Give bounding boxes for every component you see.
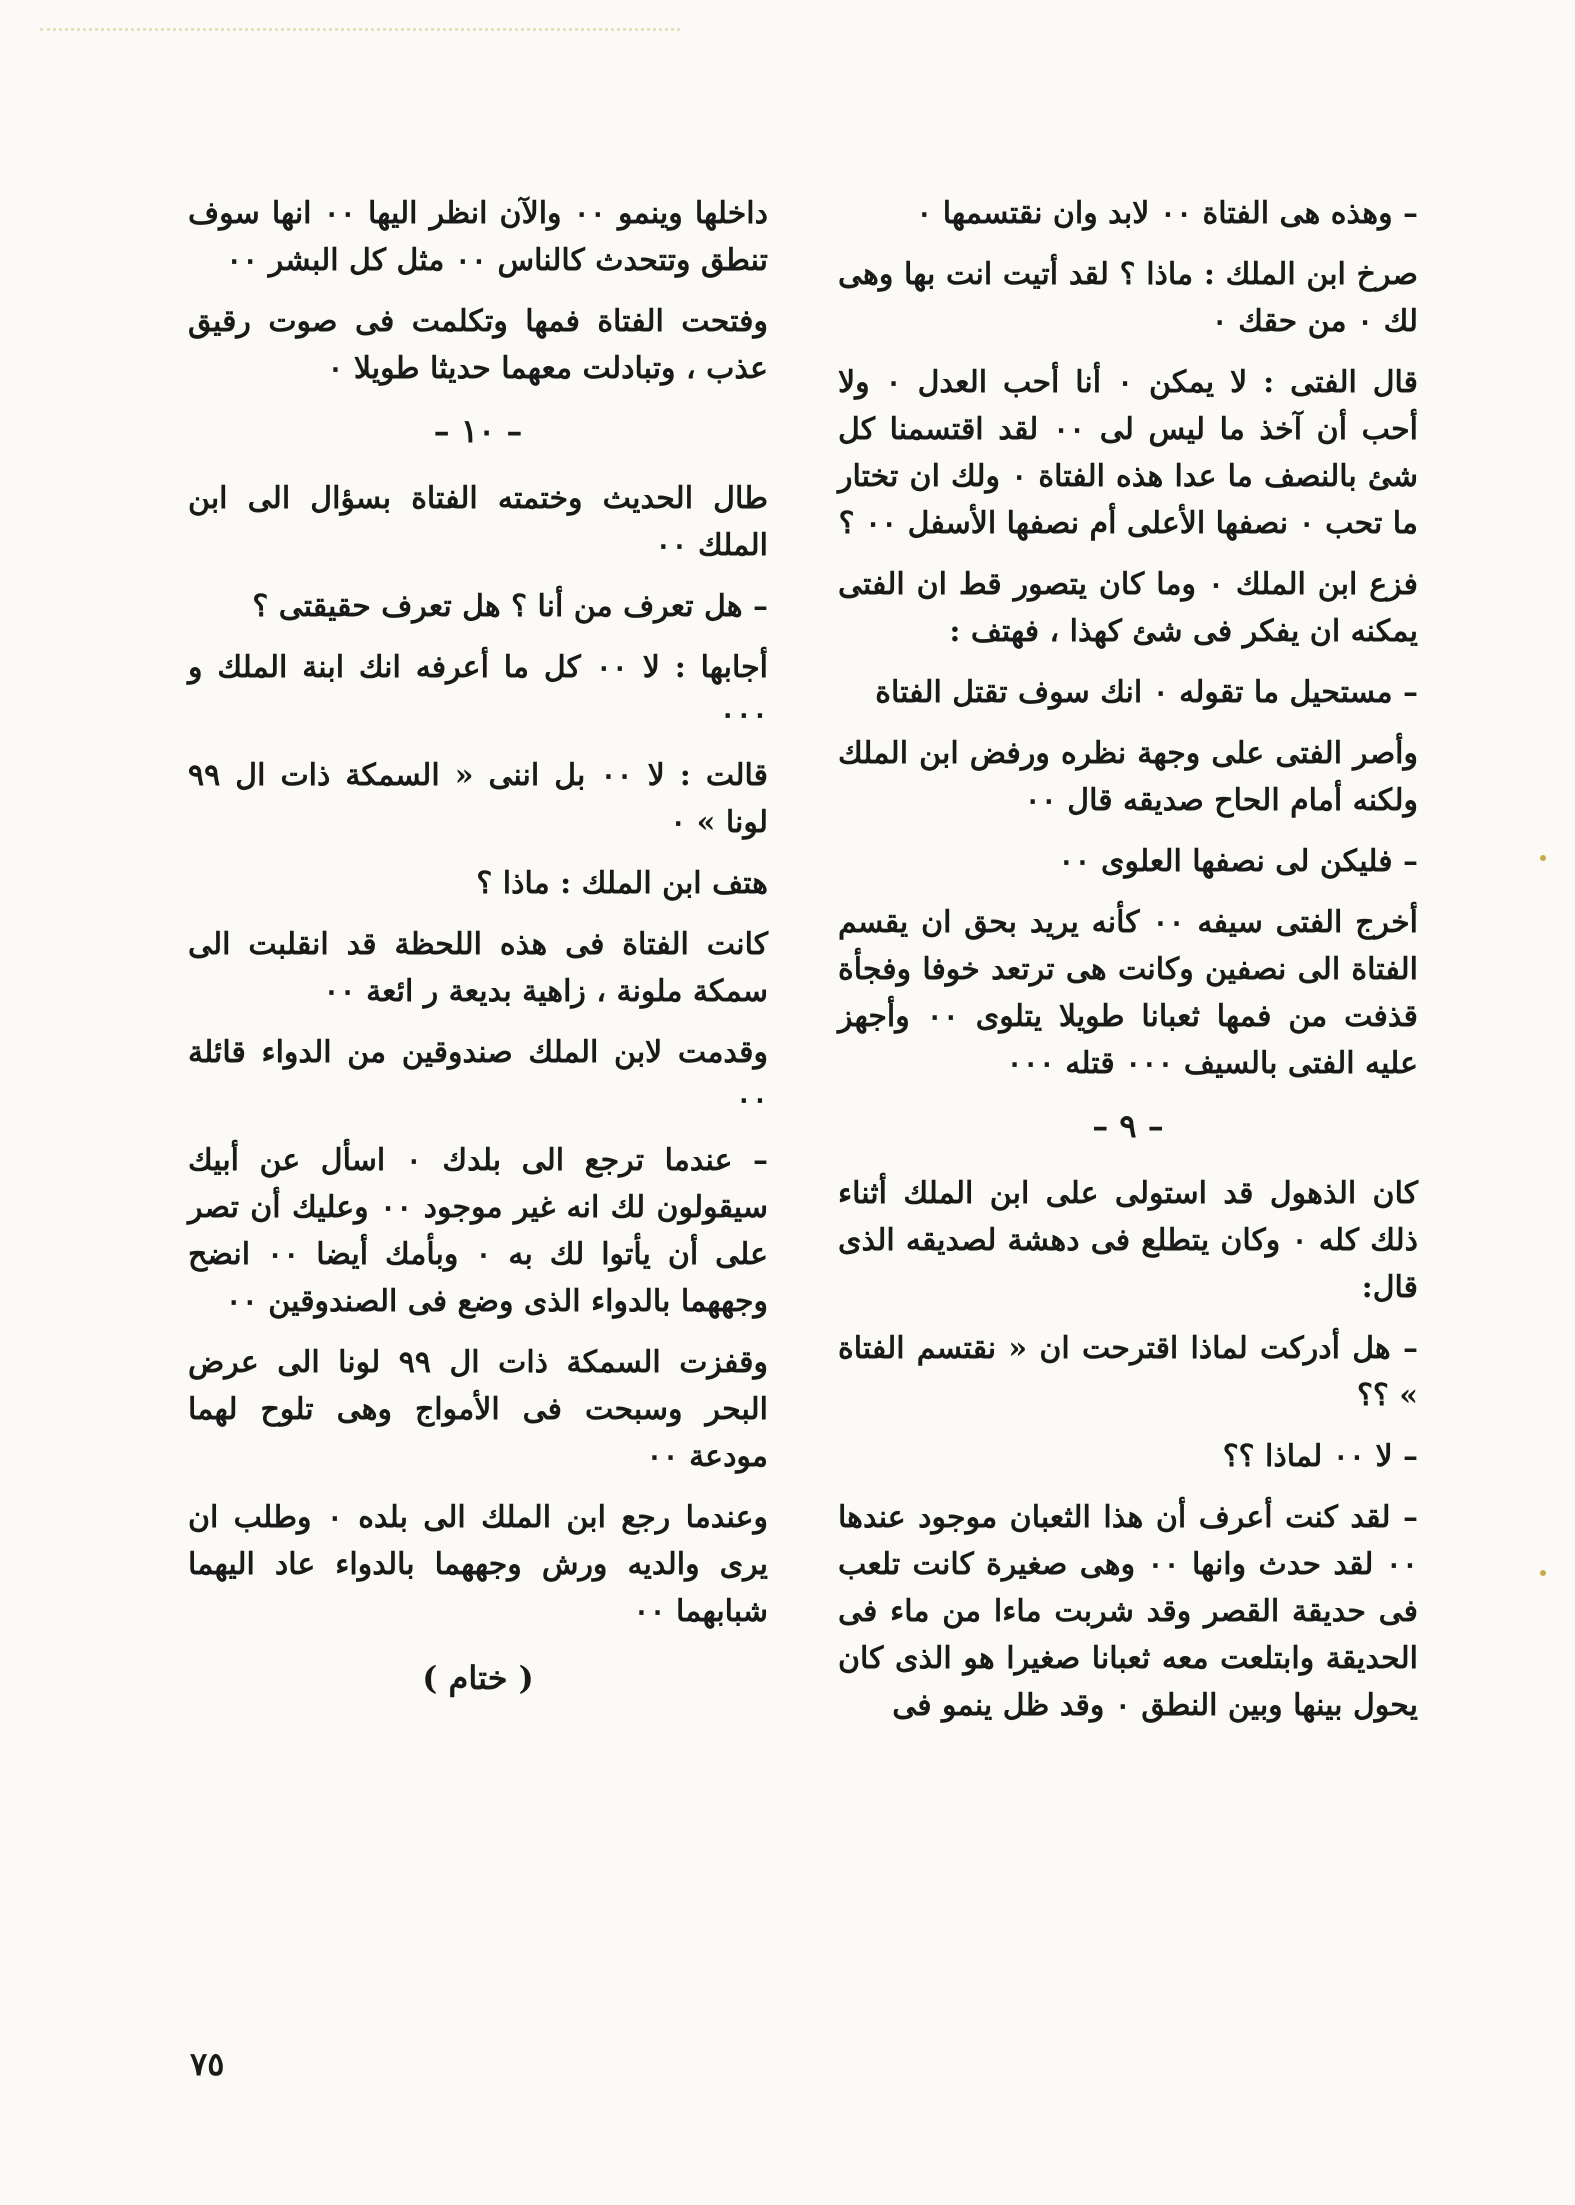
paragraph: – فليكن لى نصفها العلوى ٠٠	[1058, 844, 1418, 879]
paragraph: – هل تعرف من أنا ؟ هل تعرف حقيقتى ؟	[252, 589, 768, 624]
scan-edge-marks	[40, 28, 680, 31]
paragraph: وقفزت السمكة ذات ال ٩٩ لونا الى عرض البحر وسبحت فى الأمواج وهى تلوح لهما مودعة ٠٠	[188, 1345, 768, 1474]
paragraph: هتف ابن الملك : ماذا ؟	[476, 866, 768, 901]
paragraph: طال الحديث وختمته الفتاة بسؤال الى ابن الملك ٠٠	[188, 481, 768, 563]
paragraph: – لا ٠٠ لماذا ؟؟	[1222, 1439, 1418, 1474]
paragraph: قال الفتى : لا يمكن ٠ أنا أحب العدل ٠ ولا أحب أن آخذ ما ليس لى ٠٠ لقد اقتسمنا كل شئ بالنصف ما عدا هذه الفتاة ٠ ولك ان تختار ما تحب ٠ نصفها الأعلى أم نصفها الأسفل ٠٠ ؟	[838, 365, 1418, 541]
paragraph: أجابها : لا ٠٠ كل ما أعرفه انك ابنة الملك و ٠٠٠	[188, 650, 768, 732]
paragraph: كان الذهول قد استولى على ابن الملك أثناء ذلك كله ٠ وكان يتطلع فى دهشة لصديقه الذى قال:	[838, 1176, 1418, 1305]
paragraph: – عندما ترجع الى بلدك ٠ اسأل عن أبيك سيقولون لك انه غير موجود ٠٠ وعليك أن تصر على أن يأتوا لك به ٠ وبأمك أيضا ٠٠ انضح وجههما بالدواء الذى وضع فى الصندوقين ٠٠	[188, 1143, 769, 1319]
right-text-column	[838, 190, 1418, 1743]
scan-speck	[1540, 1570, 1546, 1576]
page-number: ٧٥	[190, 2045, 225, 2083]
left-text-column	[188, 190, 768, 1702]
paragraph: كانت الفتاة فى هذه اللحظة قد انقلبت الى سمكة ملونة ، زاهية بديعة ر ائعة ٠٠	[188, 927, 768, 1009]
paragraph: فزع ابن الملك ٠ وما كان يتصور قط ان الفتى يمكنه ان يفكر فى شئ كهذا ، فهتف :	[838, 567, 1418, 649]
paragraph: أخرج الفتى سيفه ٠٠ كأنه يريد بحق ان يقسم الفتاة الى نصفين وكانت هى ترتعد خوفا وفجأة قذفت من فمها ثعبانا طويلا يتلوى ٠٠ وأجهز عليه الفتى بالسيف ٠٠٠ قتله ٠٠٠	[838, 905, 1418, 1081]
paragraph: قالت : لا ٠٠ بل اننى « السمكة ذات ال ٩٩ لونا » ٠	[188, 758, 768, 840]
paragraph: – مستحيل ما تقوله ٠ انك سوف تقتل الفتاة	[875, 675, 1418, 710]
closing-mark: ( ختام )	[422, 1659, 534, 1697]
paragraph: وفتحت الفتاة فمها وتكلمت فى صوت رقيق عذب ، وتبادلت معهما حديثا طويلا ٠	[188, 304, 768, 386]
paragraph: – هل أدركت لماذا اقترحت ان « نقتسم الفتاة » ؟؟	[838, 1331, 1418, 1413]
section-heading-9: – ٩ –	[1092, 1107, 1164, 1145]
paragraph: وقدمت لابن الملك صندوقين من الدواء قائلة ٠٠	[188, 1035, 768, 1117]
paragraph: وأصر الفتى على وجهة نظره ورفض ابن الملك ولكنه أمام الحاح صديقه قال ٠٠	[838, 736, 1418, 818]
paragraph: – وهذه هى الفتاة ٠٠ لابد وان نقتسمها ٠	[916, 196, 1418, 231]
paragraph: داخلها وينمو ٠٠ والآن انظر اليها ٠٠ انها سوف تنطق وتتحدث كالناس ٠٠ مثل كل البشر ٠٠	[188, 196, 768, 278]
section-heading-10: – ١٠ –	[433, 412, 523, 450]
paragraph: وعندما رجع ابن الملك الى بلده ٠ وطلب ان يرى والديه ورش وجههما بالدواء عاد اليهما شبابهما ٠٠	[188, 1500, 768, 1629]
paragraph: صرخ ابن الملك : ماذا ؟ لقد أتيت انت بها وهى لك ٠ من حقك ٠	[838, 257, 1418, 339]
scan-speck	[1540, 855, 1546, 861]
paragraph: – لقد كنت أعرف أن هذا الثعبان موجود عندها ٠٠ لقد حدث وانها ٠٠ وهى صغيرة كانت تلعب فى حديقة القصر وقد شربت ماءا من ماء فى الحديقة وابتلعت معه ثعبانا صغيرا هو الذى كان يحول بينها وبين النطق ٠ وقد ظل ينمو فى	[838, 1500, 1418, 1723]
